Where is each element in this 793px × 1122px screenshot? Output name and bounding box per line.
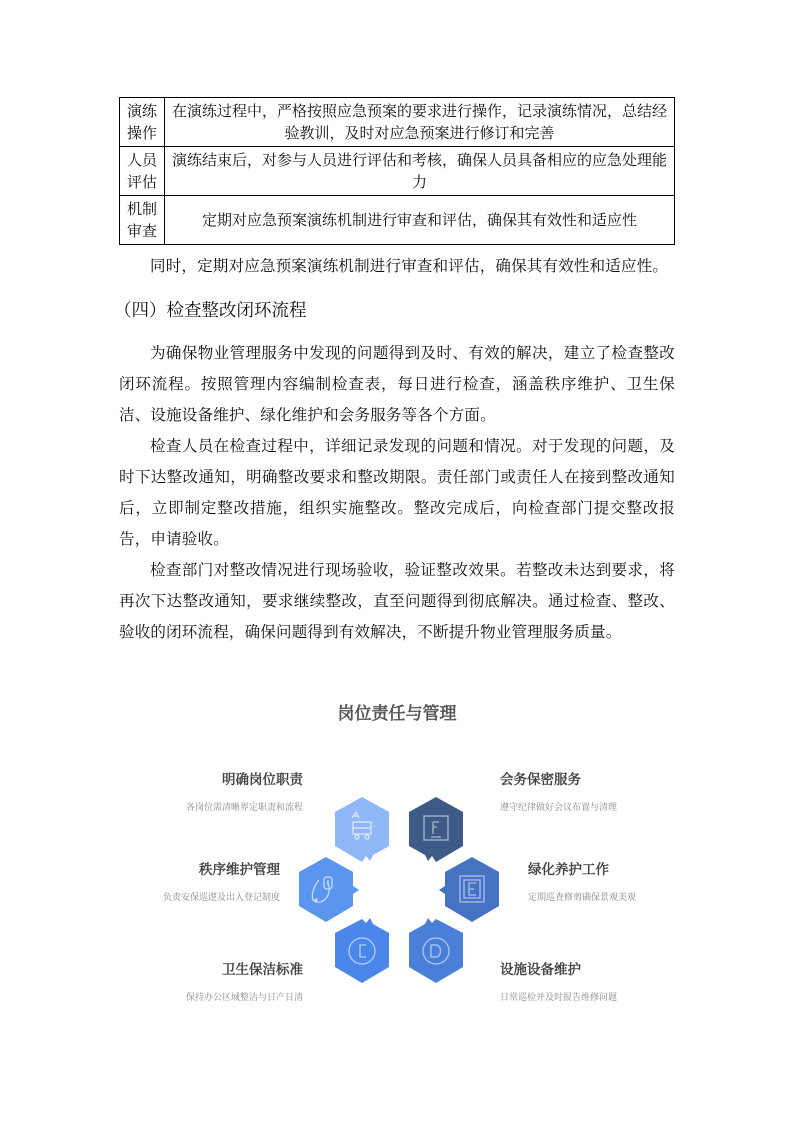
item-subtitle: 日常巡检并及时报告维修问题 [500, 993, 618, 1003]
item-subtitle: 负责安保巡逻及出入登记制度 [162, 893, 280, 903]
item-title: 会务保密服务 [500, 772, 581, 788]
letter-e-icon [460, 876, 484, 902]
row-content: 演练结束后，对参与人员进行评估和考核，确保人员具备相应的应急处理能力 [165, 147, 675, 196]
item-meeting-service [500, 768, 690, 813]
paragraph: 检查部门对整改情况进行现场验收，验证整改效果。若整改未达到要求，将再次下达整改通知，要求继续整改，直至问题得到彻底解决。通过检查、整改、验收的闭环流程，确保问题得到有效解决，不断提升物业管理服务质量。 [119, 561, 675, 641]
paragraph: 同时，定期对应急预案演练机制进行审查和评估，确保其有效性和适应性。 [150, 257, 669, 275]
row-content: 定期对应急预案演练机制进行审查和评估，确保其有效性和适应性 [165, 196, 675, 245]
paragraph: 为确保物业管理服务中发现的问题得到及时、有效的解决，建立了检查整改闭环流程。按照管理内容编制检查表，每日进行检查，涵盖秩序维护、卫生保洁、设施设备维护、绿化维护和会务服务等各个方面。 [119, 344, 675, 424]
row-label: 人员 评估 [120, 147, 165, 196]
item-title: 卫生保洁标准 [222, 962, 303, 978]
item-title: 绿化养护工作 [528, 862, 609, 878]
hex-meeting-service [407, 796, 465, 862]
row-content: 在演练过程中，严格按照应急预案的要求进行操作，记录演练情况，总结经验教训，及时对应急预案进行修订和完善 [165, 98, 675, 147]
item-order-maintenance [90, 858, 280, 903]
item-subtitle: 各岗位需清晰界定职责和流程 [185, 803, 303, 813]
hex-define-duties [333, 796, 391, 862]
hex-greening [437, 856, 495, 922]
paragraph: 检查人员在检查过程中，详细记录发现的问题和情况。对于发现的问题，及时下达整改通知，明确整改要求和整改期限。责任部门或责任人在接到整改通知后，立即制定整改措施，组织实施整改。整改完成后，向检查部门提交整改报告，申请验收。 [119, 437, 675, 548]
hex-facility-maintenance [407, 917, 465, 983]
row-label: 机制 审查 [120, 196, 165, 245]
item-subtitle: 定期巡查修剪确保景观美观 [528, 893, 637, 903]
table-row [120, 196, 675, 245]
responsibility-diagram [119, 695, 675, 1015]
table-row [120, 98, 675, 147]
item-facility-maintenance [500, 958, 690, 1003]
item-cleaning-standard [113, 958, 303, 1003]
table-row [120, 147, 675, 196]
document-body [114, 97, 675, 648]
hex-cleaning-standard [333, 917, 391, 983]
hex-order-maintenance [297, 856, 355, 922]
item-define-duties [113, 768, 303, 813]
item-title: 明确岗位职责 [222, 772, 303, 788]
section-heading: （四）检查整改闭环流程 [114, 301, 307, 321]
item-title: 设施设备维护 [500, 962, 581, 978]
row-label: 演练 操作 [120, 98, 165, 147]
item-greening [528, 858, 718, 903]
figure-title: 岗位责任与管理 [337, 704, 457, 724]
item-title: 秩序维护管理 [199, 862, 280, 878]
item-subtitle: 保持办公区域整洁与日产日清 [185, 993, 303, 1003]
item-subtitle: 遵守纪律做好会议布置与清理 [500, 803, 618, 813]
drill-mechanism-table [119, 97, 675, 245]
